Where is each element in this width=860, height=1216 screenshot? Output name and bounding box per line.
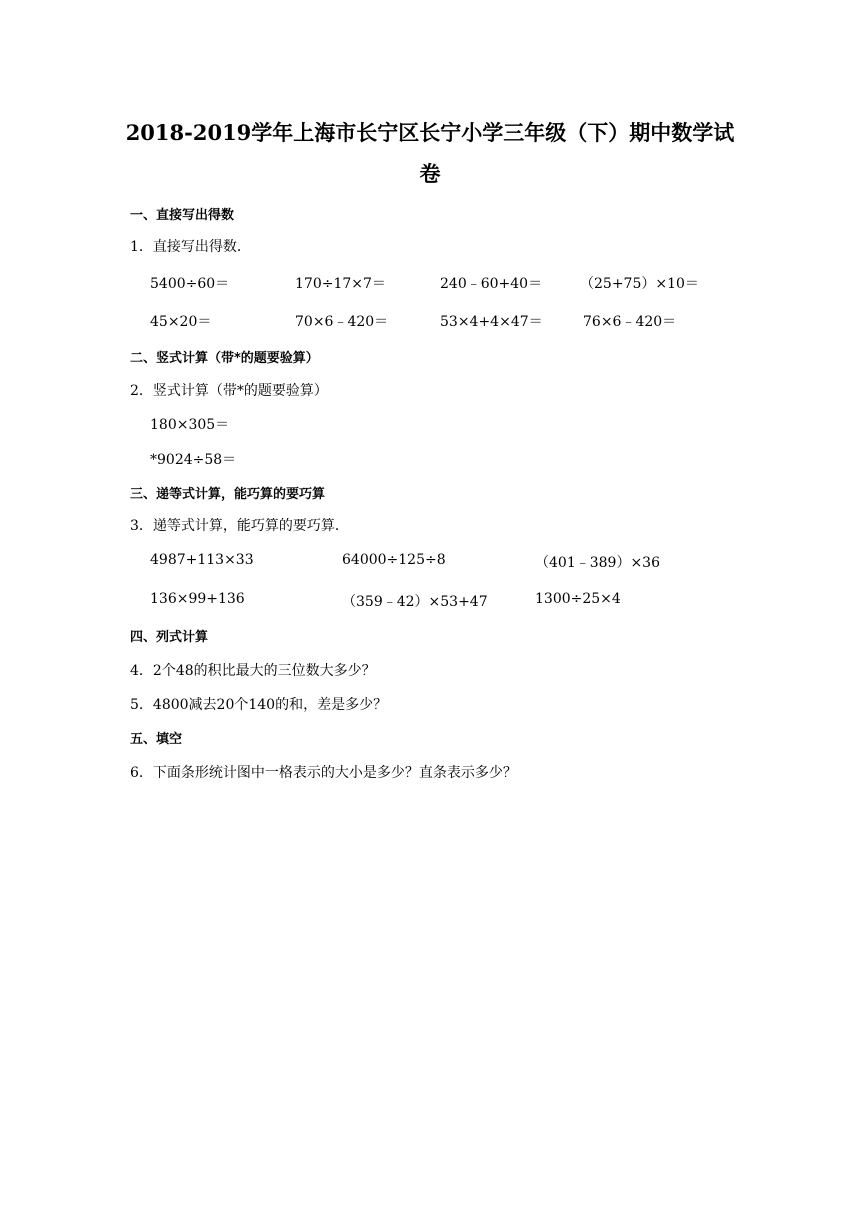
section-heading-4: 四、列式计算 [130,630,209,645]
stepwise-expression: 64000÷125÷8 [342,552,446,568]
section-heading-2: 二、竖式计算（带*的题要验算） [130,351,319,366]
question-3: 3．递等式计算，能巧算的要巧算． [130,518,349,534]
calc-expression: 53×4+4×47＝ [440,314,543,330]
calc-expression: （25+75）×10＝ [580,276,699,292]
stepwise-expression: 136×99+136 [150,591,245,607]
question-2: 2．竖式计算（带*的题要验算） [130,383,328,399]
document-title-line-2: 卷 [419,161,441,186]
section-heading-3: 三、递等式计算，能巧算的要巧算 [130,487,326,502]
stepwise-expression: 4987+113×33 [150,552,254,568]
calc-expression: 45×20＝ [150,314,212,330]
calc-expression: 170÷17×7＝ [295,276,386,292]
section-heading-1: 一、直接写出得数 [130,208,235,223]
question-4: 4．2个48的积比最大的三位数大多少？ [130,663,376,679]
stepwise-expression: （401﹣389）×36 [535,555,660,571]
calc-expression: 70×6﹣420＝ [295,314,389,330]
stepwise-expression: 1300÷25×4 [535,591,621,607]
question-6: 6．下面条形统计图中一格表示的大小是多少？直条表示多少？ [130,765,517,781]
vertical-calc-item: *9024÷58＝ [150,452,237,468]
calc-expression: 76×6﹣420＝ [583,314,677,330]
question-1: 1．直接写出得数． [130,239,251,255]
document-title-line-1: 2018-2019学年上海市长宁区长宁小学三年级（下）期中数学试 [125,120,735,145]
stepwise-expression: （359﹣42）×53+47 [342,594,488,610]
calc-expression: 240﹣60+40＝ [440,276,543,292]
vertical-calc-item: 180×305＝ [150,417,230,433]
question-5: 5．4800减去20个140的和，差是多少？ [130,697,388,713]
calc-expression: 5400÷60＝ [150,276,230,292]
section-heading-5: 五、填空 [130,732,183,747]
